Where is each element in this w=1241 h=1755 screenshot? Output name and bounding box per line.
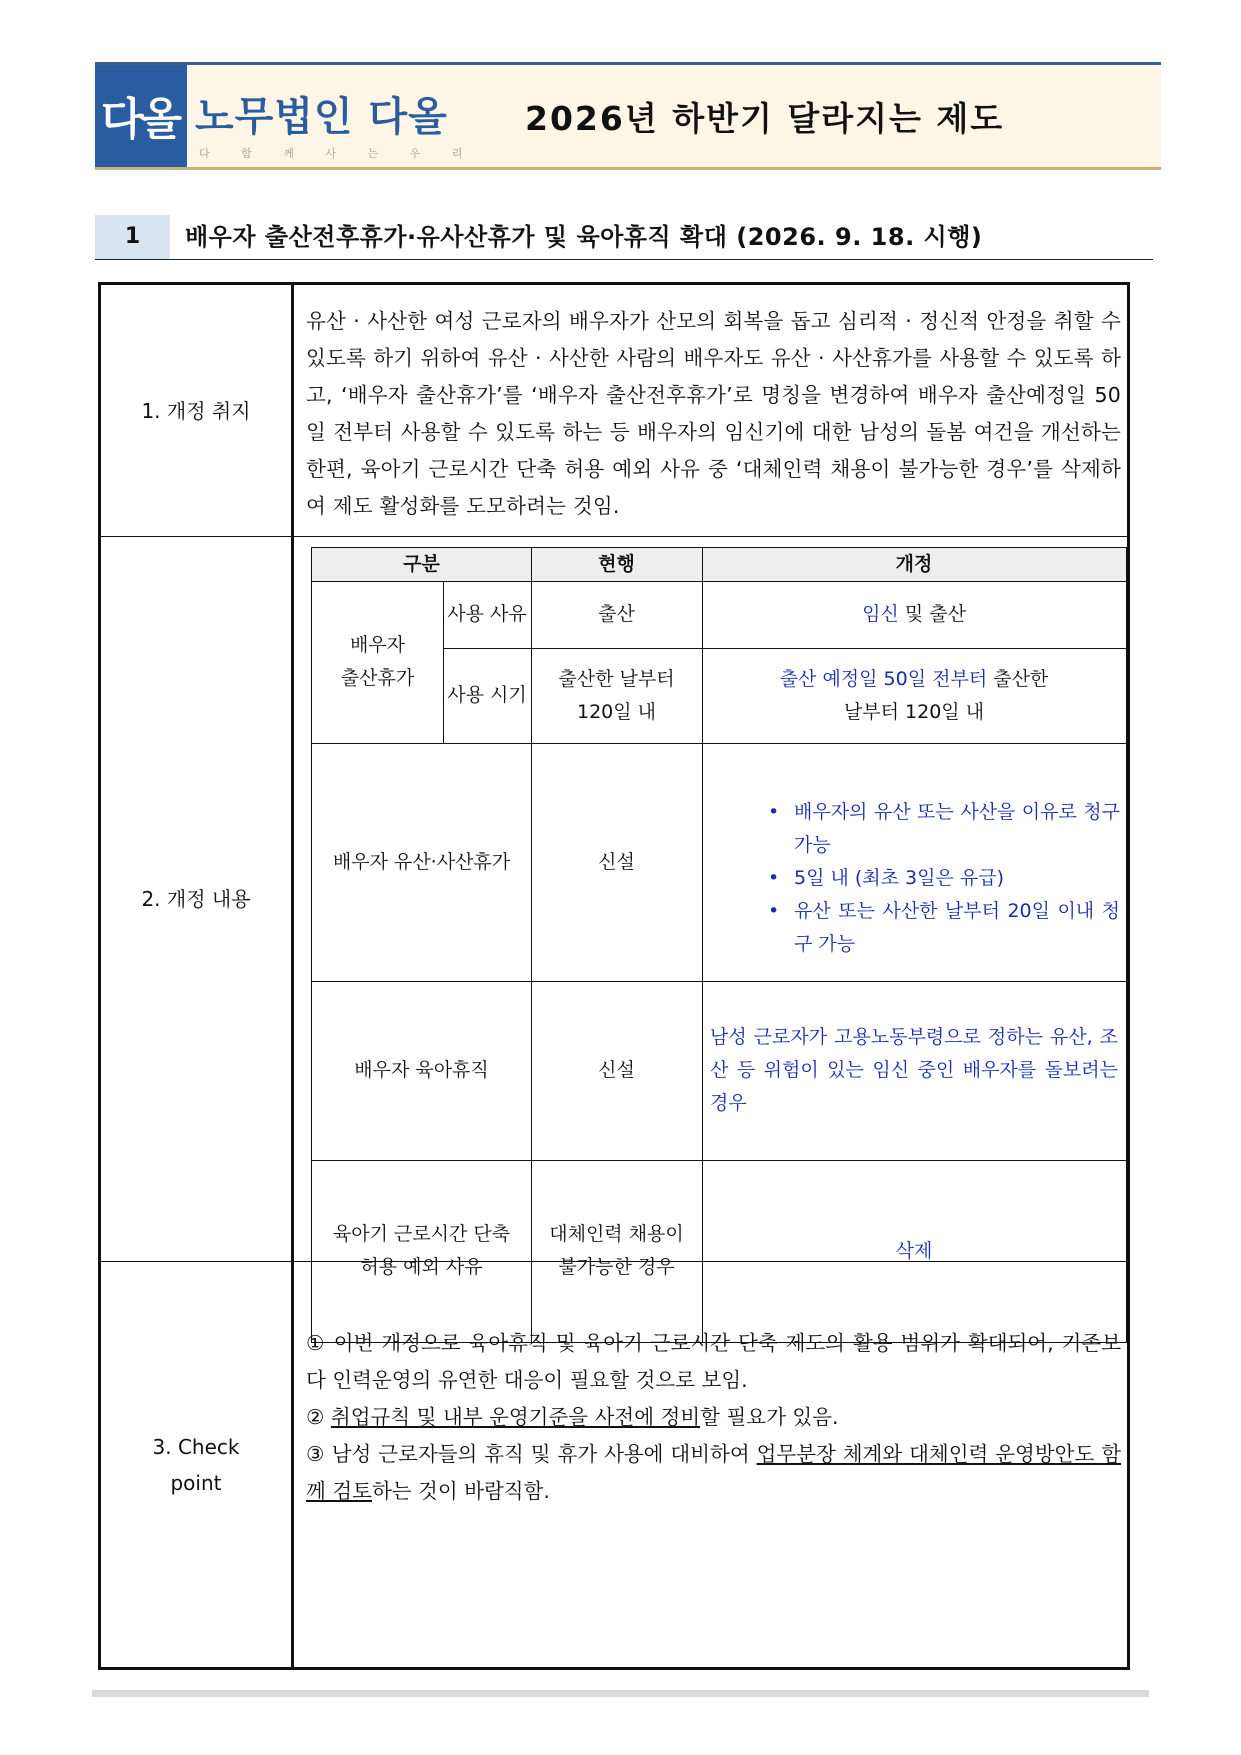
- reduced-hours-current-1: 대체인력 채용이: [549, 1223, 684, 1245]
- header-revised: 개정: [702, 548, 1126, 581]
- checkpoint-item-2: [306, 1399, 1121, 1436]
- reduced-hours-current: [531, 1160, 702, 1342]
- reduced-hours-current-2: 불가능한 경우: [558, 1256, 675, 1278]
- logo-mark-box: [95, 65, 187, 167]
- reduced-hours-label: [312, 1160, 531, 1342]
- checkpoint-item-3: [306, 1436, 1121, 1510]
- checkpoint-item-2-prefix: ②: [306, 1405, 331, 1429]
- usage-period-revised-highlight: 출산 예정일 50일 전부터: [779, 667, 988, 690]
- leave-group-line1: 배우자: [349, 634, 406, 656]
- usage-period-current-2: 120일 내: [576, 700, 656, 723]
- checkpoint-label-2: point: [170, 1470, 222, 1495]
- usage-period-revised-2: 날부터 120일 내: [843, 700, 985, 723]
- reduced-hours-label-2: 허용 예외 사유: [360, 1256, 483, 1278]
- miscarriage-leave-revised-list: [760, 796, 1120, 961]
- parental-leave-revised: [710, 981, 1118, 1160]
- checkpoint-text: [306, 1325, 1121, 1510]
- checkpoint-item-1: ① 이번 개정으로 육아휴직 및 육아기 근로시간 단축 제도의 활용 범위가 확대되어, 기존보다 인력운영의 유연한 대응이 필요할 것으로 보임.: [306, 1331, 1121, 1392]
- leave-group-line2: 출산휴가: [340, 667, 415, 689]
- list-item: • 5일 내 (최초 3일은 유급): [760, 862, 1120, 895]
- parental-leave-revised-text: 남성 근로자가 고용노동부령으로 정하는 유산, 조산 등 위험이 있는 임신 중인 배우자를 돌보려는 경우: [710, 1026, 1118, 1114]
- document-header: [95, 65, 1161, 170]
- section-number: 1: [95, 215, 170, 259]
- usage-period-current-1: 출산한 날부터: [558, 667, 675, 690]
- usage-reason-revised-highlight: 임신: [862, 603, 899, 625]
- checkpoint-item-3-suffix: 하는 것이 바람직함.: [371, 1479, 550, 1503]
- reduced-hours-revised: 삭제: [895, 1239, 933, 1262]
- parental-leave-label: 배우자 육아휴직: [354, 1059, 489, 1081]
- intent-text: 유산 · 사산한 여성 근로자의 배우자가 산모의 회복을 돕고 심리적 · 정신적 안정을 취할 수 있도록 하기 위하여 유산 · 사산한 사람의 배우자도 유산 · 사산휴가를 사용할 수 있도록 하고, ‘배우자 출산휴가’를 ‘배우자 출산전후휴가’로 명칭을 변경하여 배우자 출산예정일 50일 전부터 사용할 수 있도록 하는 등 배우자의 임신기에 대한 남성의 돌봄 여건을 개선하는 한편, 육아기 근로시간 단축 허용 예외 사유 중 ‘대체인력 채용이 불가능한 경우’를 삭제하여 제도 활성화를 도모하려는 것임.: [306, 309, 1121, 518]
- leave-group-label: [312, 581, 443, 743]
- list-item: • 유산 또는 사산한 날부터 20일 이내 청구 가능: [760, 895, 1120, 961]
- footer-bar: [92, 1690, 1149, 1697]
- usage-period-current: [531, 648, 702, 743]
- header-current: 현행: [531, 548, 702, 581]
- checkpoint-item-2-underlined: 취업규칙 및 내부 운영기준을 사전에 정비: [330, 1405, 701, 1429]
- logo-mark: 다올: [101, 94, 179, 145]
- content-label: 2. 개정 내용: [101, 537, 294, 1261]
- logo-tagline: 다 함 께 사 는 우 리: [199, 147, 477, 160]
- usage-period-label: 사용 시기: [447, 684, 527, 706]
- usage-period-revised-1b: 출산한: [987, 667, 1049, 690]
- usage-reason-revised-rest: 및 출산: [898, 603, 966, 625]
- reduced-hours-label-1: 육아기 근로시간 단축: [332, 1223, 511, 1245]
- comparison-table: [311, 547, 1127, 1343]
- usage-reason-revised: [702, 581, 1126, 648]
- usage-reason-label: 사용 사유: [447, 603, 527, 625]
- revision-table: [98, 282, 1130, 1670]
- checkpoint-item-3-underlined: 업무분장 체계와 대체인력 운영방안도 함께 검토: [306, 1442, 1122, 1503]
- page-title: 2026년 하반기 달라지는 제도: [525, 99, 1005, 138]
- checkpoint-item-3-prefix: ③ 남성 근로자들의 휴직 및 휴가 사용에 대비하여: [306, 1442, 757, 1466]
- parental-leave-current: 신설: [598, 1059, 635, 1081]
- miscarriage-leave-label: 배우자 유산·사산휴가: [332, 850, 511, 873]
- checkpoint-label-1: 3. Check: [152, 1434, 240, 1459]
- header-category: 구분: [312, 548, 531, 581]
- intent-label: 1. 개정 취지: [101, 285, 294, 536]
- usage-period-revised: [702, 648, 1126, 743]
- list-item: • 배우자의 유산 또는 사산을 이유로 청구 가능: [760, 796, 1120, 862]
- usage-reason-current: 출산: [598, 603, 635, 625]
- section-heading: [95, 215, 1153, 260]
- checkpoint-item-2-suffix: 할 필요가 있음.: [700, 1405, 839, 1429]
- miscarriage-leave-current: 신설: [598, 850, 635, 873]
- logo-name: 노무법인 다올: [195, 94, 448, 140]
- checkpoint-label: [101, 1262, 294, 1667]
- section-title: 배우자 출산전후휴가·유사산휴가 및 육아휴직 확대 (2026. 9. 18. 시행): [185, 223, 983, 251]
